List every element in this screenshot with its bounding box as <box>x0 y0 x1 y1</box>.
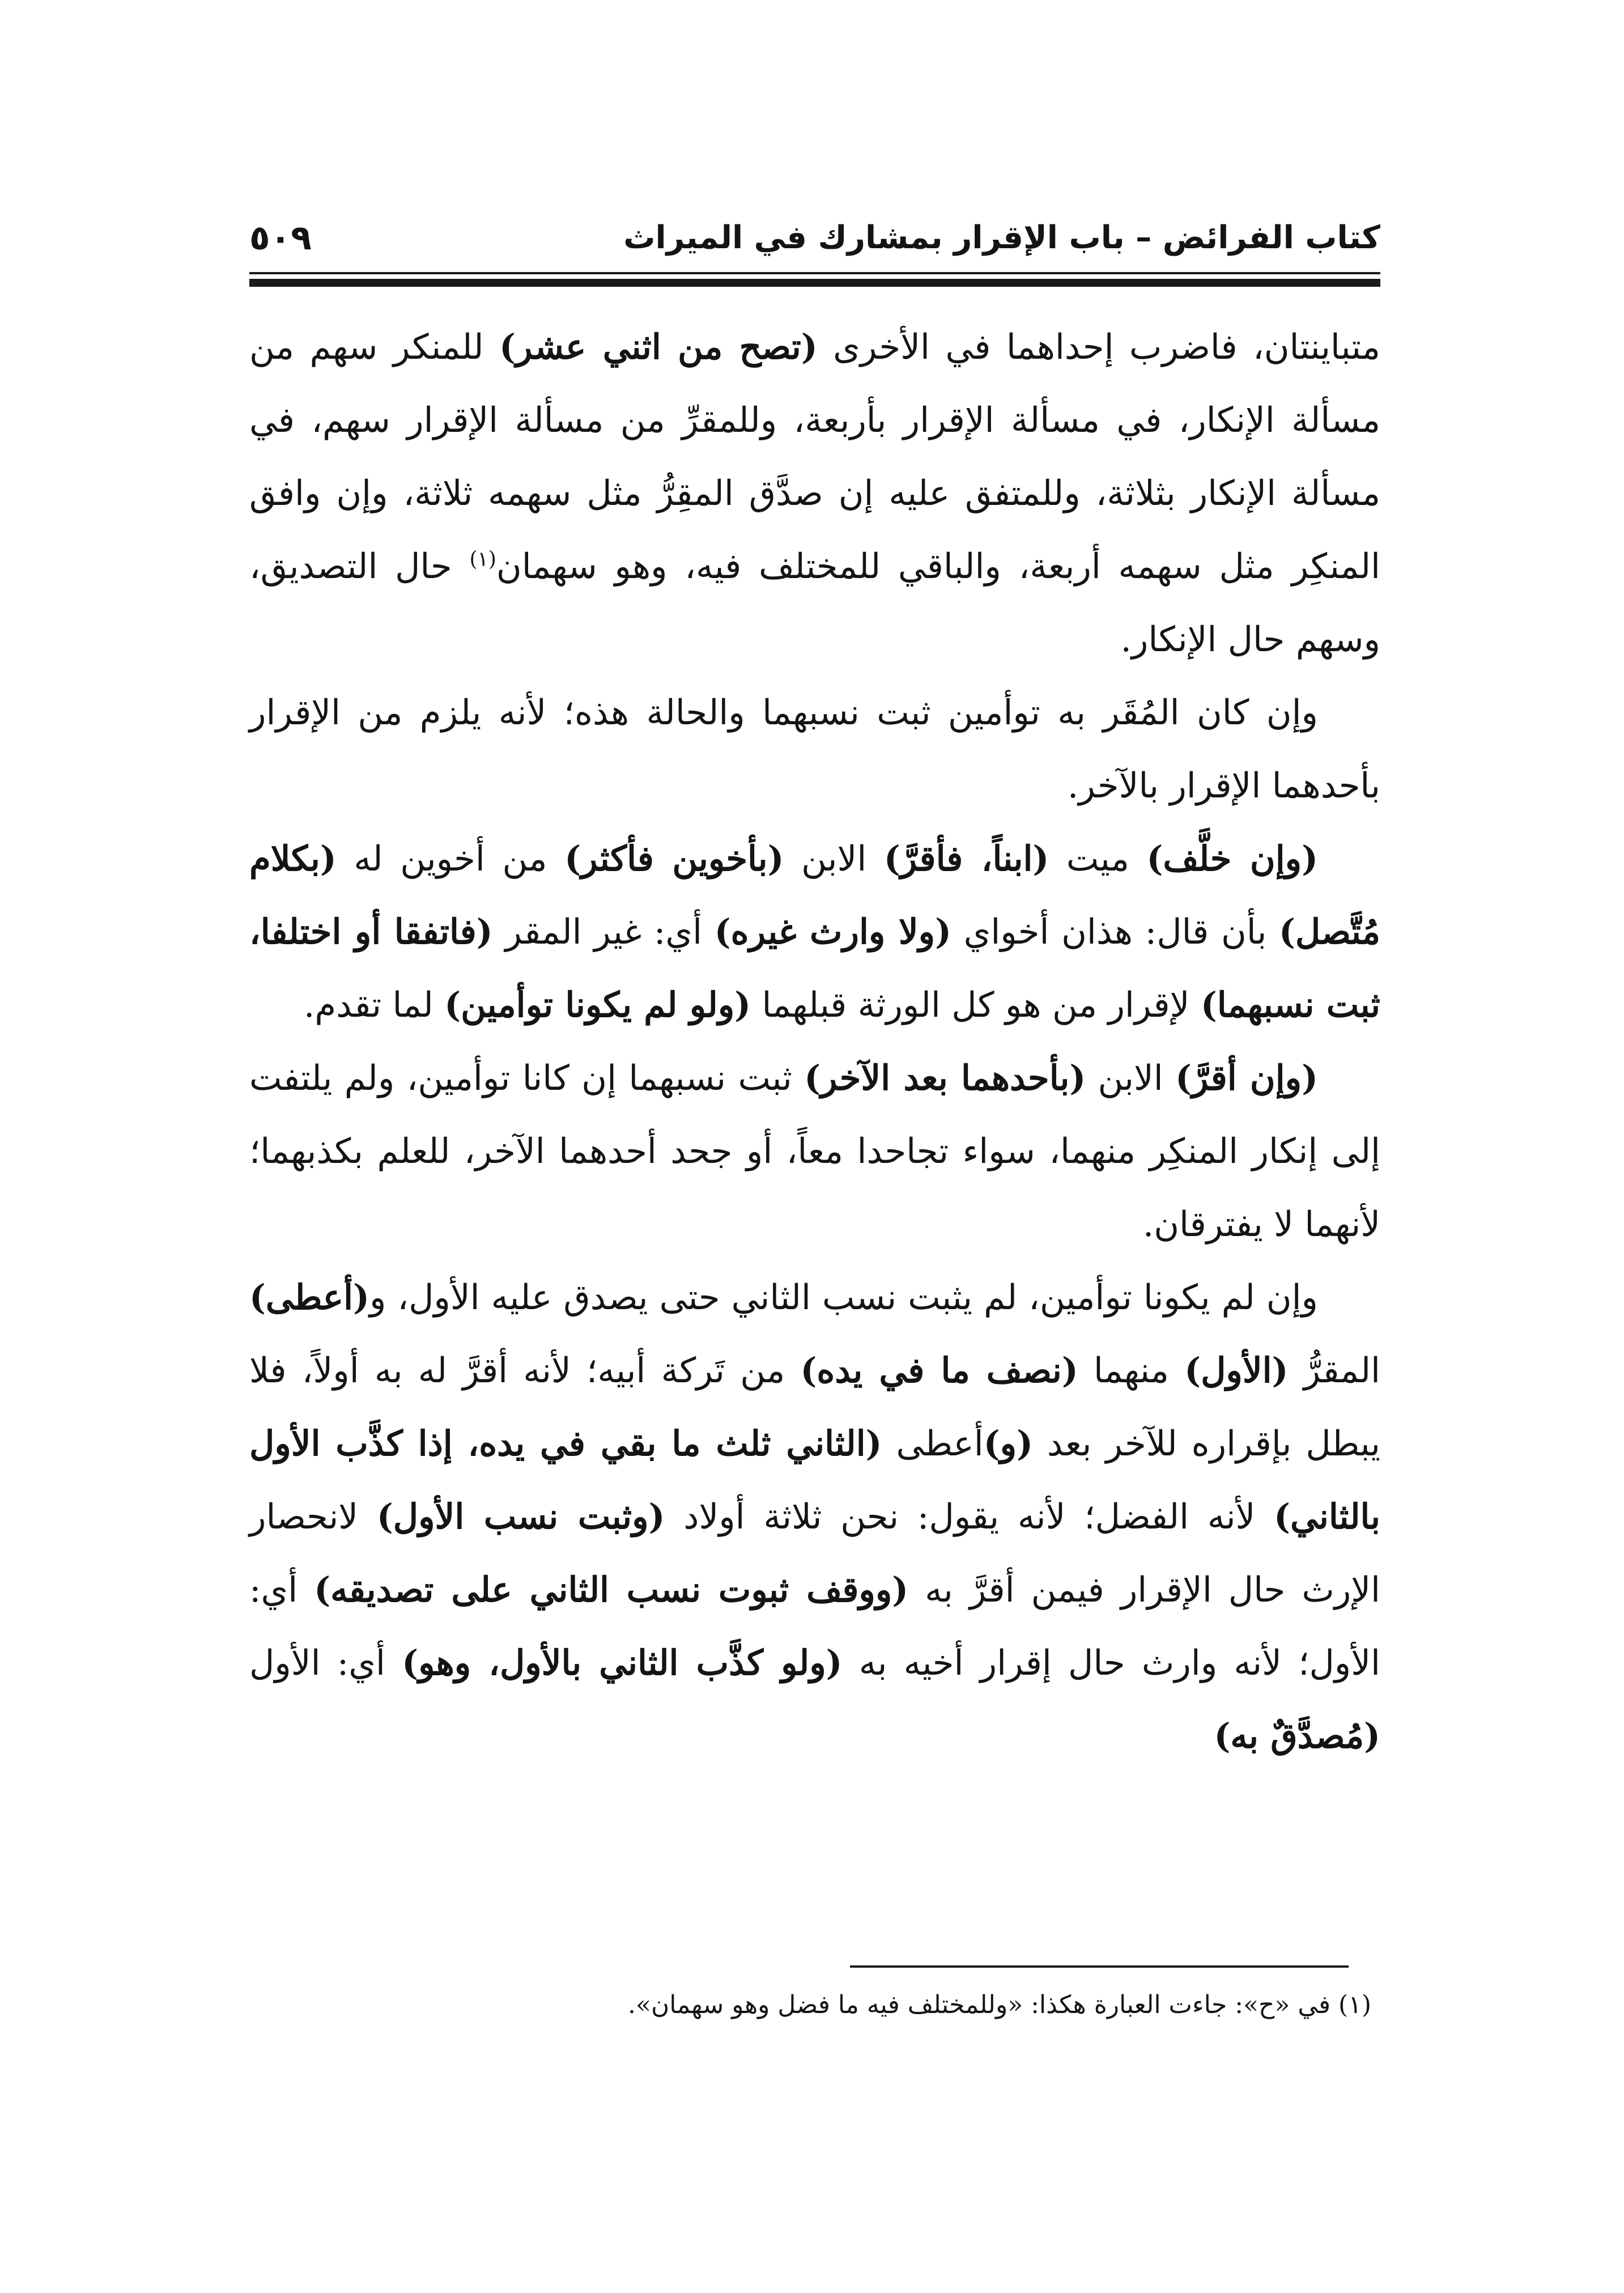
paragraph-4 <box>249 1042 1380 1261</box>
bold-run: (بأخوين فأكثر) <box>564 839 784 879</box>
text-run: الابن <box>784 839 884 879</box>
text-run: بأن قال: هذان أخواي <box>951 912 1279 952</box>
bold-run: (ولا وارث غيره) <box>714 912 951 952</box>
bold-run: (الأول) <box>1184 1351 1289 1391</box>
paragraph-3 <box>249 822 1380 1042</box>
page-header <box>249 204 1380 283</box>
paragraph-1 <box>249 311 1380 676</box>
bold-run: (أعطى) <box>249 1277 369 1318</box>
bold-run: (وإن خلَّف) <box>1146 839 1318 879</box>
footnote-rule <box>850 1965 1349 1968</box>
text-run: حال التصديق، وسهم حال الإنكار. <box>249 546 1380 660</box>
bold-run: (ابناً، فأقرَّ) <box>883 839 1049 879</box>
text-run: منهما <box>1078 1351 1185 1391</box>
bold-run: (ولو كذَّب الثاني بالأول، وهو) <box>402 1643 843 1683</box>
bold-run: (تصح من اثني عشر) <box>499 327 818 367</box>
text-run: أي: الأول <box>249 1643 402 1683</box>
text-run: أي: غير المقر <box>492 912 715 952</box>
text-run: لأنه الفضل؛ لأنه يقول: نحن ثلاثة أولاد <box>665 1497 1274 1537</box>
text-run: أي: الأول؛ لأنه وارث حال إقرار أخيه به <box>249 1570 1380 1683</box>
footnote-marker: (١) <box>469 547 496 571</box>
text-run: المقرُّ <box>1288 1351 1380 1391</box>
text-run: من تَركة أبيه؛ لأنه أقرَّ له به أولاً، فلا يبطل بإقراره للآخر بعد <box>249 1351 1380 1464</box>
header-rule-thick <box>249 279 1380 287</box>
bold-run: (بأحدهما بعد الآخر) <box>804 1058 1086 1098</box>
text-run: متباينتان، فاضرب إحداهما في الأخرى <box>817 327 1380 367</box>
bold-run: (ولو لم يكونا توأمين) <box>444 985 751 1025</box>
text-run: ميت <box>1049 839 1147 879</box>
bold-run: (فاتفقا أو اختلفا، ثبت نسبهما) <box>249 912 1380 1025</box>
text-run: أعطى <box>882 1424 984 1464</box>
text-run: ثبت نسبهما إن كانا توأمين، ولم يلتفت إلى إنكار المنكِر منهما، سواء تجاحدا معاً، أو جحد أحدهما الآخر، للعلم بكذبهما؛ لأنهما لا يفترقان. <box>249 1058 1380 1245</box>
bold-run: (الثاني ثلث ما بقي في يده، إذا كذَّب الأول بالثاني) <box>249 1424 1380 1537</box>
text-run: من أخوين له <box>336 839 565 879</box>
bold-run: (وثبت نسب الأول) <box>376 1497 665 1537</box>
footnote: (١) في «ح»: جاءت العبارة هكذا: «وللمختلف فيه ما فضل وهو سهمان». <box>628 1990 1371 2019</box>
text-run: لإقرار من هو كل الورثة قبلهما <box>751 985 1201 1025</box>
text-run: الابن <box>1086 1058 1176 1098</box>
running-title: كتاب الفرائض – باب الإقرار بمشارك في الميراث <box>623 219 1380 256</box>
text-run: للمنكر سهم من مسألة الإنكار، في مسألة الإقرار بأربعة، وللمقرِّ من مسألة الإقرار سهم، في مسألة الإنكار بثلاثة، وللمتفق عليه إن صدَّق المقِرُّ مثل سهمه ثلاثة، وإن وافق المنكِر مثل سهمه أربعة، والباقي للمختلف فيه، وهو سهمان <box>249 327 1380 587</box>
bold-run: (نصف ما في يده) <box>800 1351 1078 1391</box>
header-rule-thin <box>249 272 1380 274</box>
paragraph-2: وإن كان المُقَر به توأمين ثبت نسبهما والحالة هذه؛ لأنه يلزم من الإقرار بأحدهما الإقرار بالآخر. <box>249 693 1380 806</box>
text-run: لانحصار الإرث حال الإقرار فيمن أقرَّ به <box>249 1497 1380 1610</box>
bold-run: (ووقف ثبوت نسب الثاني على تصديقه) <box>314 1570 909 1610</box>
page-number: ٥٠٩ <box>249 218 312 258</box>
body-text <box>249 311 1380 1773</box>
bold-run: (مُصدَّقٌ به) <box>1214 1716 1380 1756</box>
bold-run: (وإن أقرَّ) <box>1175 1058 1318 1098</box>
paragraph-5 <box>249 1261 1380 1773</box>
text-run: وإن لم يكونا توأمين، لم يثبت نسب الثاني حتى يصدق عليه الأول، و <box>369 1277 1318 1318</box>
bold-run: (بكلام مُتَّصل) <box>249 839 1380 952</box>
bold-run: (و) <box>983 1424 1033 1464</box>
text-run: لما تقدم. <box>304 985 445 1025</box>
